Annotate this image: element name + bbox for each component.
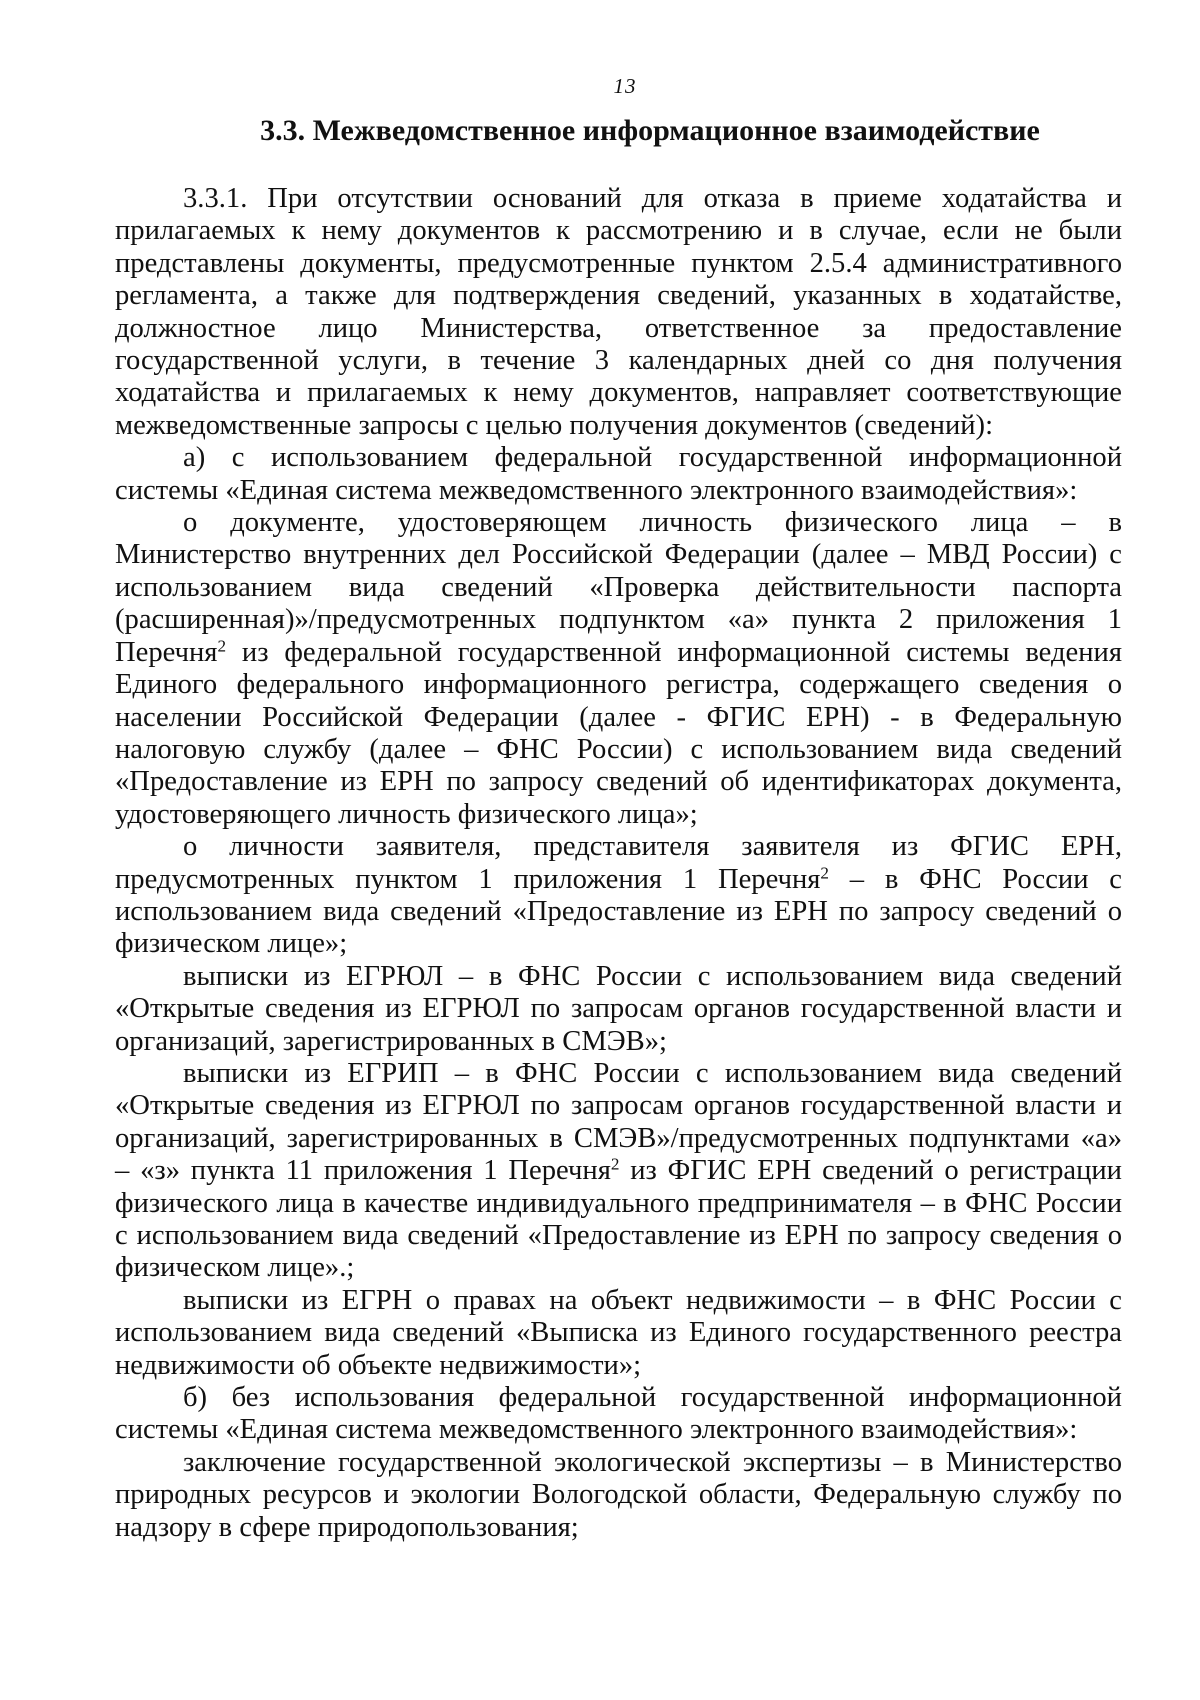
paragraph — [115, 1058, 1122, 1285]
paragraph: заключение государственной экологической экспертизы – в Министерство природных ресурсов и экологии Вологодской области, Федеральную службу по надзору в сфере природопользования; — [115, 1446, 1122, 1543]
section-heading: 3.3. Межведомственное информационное взаимодействие — [260, 114, 1040, 147]
paragraph: б) без использования федеральной государственной информационной системы «Единая система межведомственного электронного взаимодействия»: — [115, 1382, 1122, 1446]
paragraph-text: о личности заявителя, представителя заявителя из ФГИС ЕРН, предусмотренных пунктом 1 приложения 1 Перечня — [115, 831, 1122, 895]
paragraph: 3.3.1. При отсутствии оснований для отказа в приеме ходатайства и прилагаемых к нему документов к рассмотрению и в случае, если не были представлены документы, предусмотренные пунктом 2.5.4 административного регламента, а также для подтверждения сведений, указанных в ходатайстве, должностное лицо Министерства, ответственное за предоставление государственной услуги, в течение 3 календарных дней со дня получения ходатайства и прилагаемых к нему документов, направляет соответствующие межведомственные запросы с целью получения документов (сведений): — [115, 183, 1122, 441]
paragraph-text: о документе, удостоверяющем личность физического лица – в Министерство внутренних дел Российской Федерации (далее – МВД России) с использованием вида сведений «Проверка действительности паспорта (расширенная)»/предусмотренных подпунктом «а» пункта 2 приложения 1 Перечня — [115, 507, 1122, 668]
paragraph-text: из федеральной государственной информационной системы ведения Единого федерального информационного регистра, содержащего сведения о населении Российской Федерации (далее - ФГИС ЕРН) - в Федеральную налоговую службу (далее – ФНС России) с использованием вида сведений «Предоставление из ЕРН по запросу сведений об идентификаторах документа, удостоверяющего личность физического лица»; — [115, 636, 1122, 830]
paragraph-text: из ФГИС ЕРН сведений о регистрации физического лица в качестве индивидуального предпринимателя – в ФНС России с использованием вида сведений «Предоставление из ЕРН по запросу сведения о физическом лице».; — [115, 1155, 1122, 1284]
footnote-reference: 2 — [610, 1154, 620, 1174]
paragraph: выписки из ЕГРН о правах на объект недвижимости – в ФНС России с использованием вида сведений «Выписка из Единого государственного реестра недвижимости об объекте недвижимости»; — [115, 1284, 1122, 1381]
footnote-reference: 2 — [820, 863, 829, 883]
paragraph: а) с использованием федеральной государственной информационной системы «Единая система межведомственного электронного взаимодействия»: — [115, 442, 1122, 506]
document-body — [115, 183, 1122, 1544]
footnote-reference: 2 — [217, 636, 227, 656]
paragraph-text: – в ФНС России с использованием вида сведений «Предоставление из ЕРН по запросу сведений о физическом лице»; — [115, 863, 1122, 960]
paragraph-text: выписки из ЕГРИП – в ФНС России с использованием вида сведений «Открытые сведения из ЕГРЮЛ по запросам органов государственной власти и организаций, зарегистрированных в СМЭВ»/предусмотренных подпунктами «а» – «з» пункта 11 приложения 1 Перечня — [115, 1057, 1122, 1187]
paragraph — [115, 507, 1122, 831]
paragraph — [115, 831, 1122, 961]
page-number: 13 — [613, 74, 637, 98]
paragraph: выписки из ЕГРЮЛ – в ФНС России с использованием вида сведений «Открытые сведения из ЕГРЮЛ по запросам органов государственной власти и организаций, зарегистрированных в СМЭВ»; — [115, 960, 1122, 1057]
